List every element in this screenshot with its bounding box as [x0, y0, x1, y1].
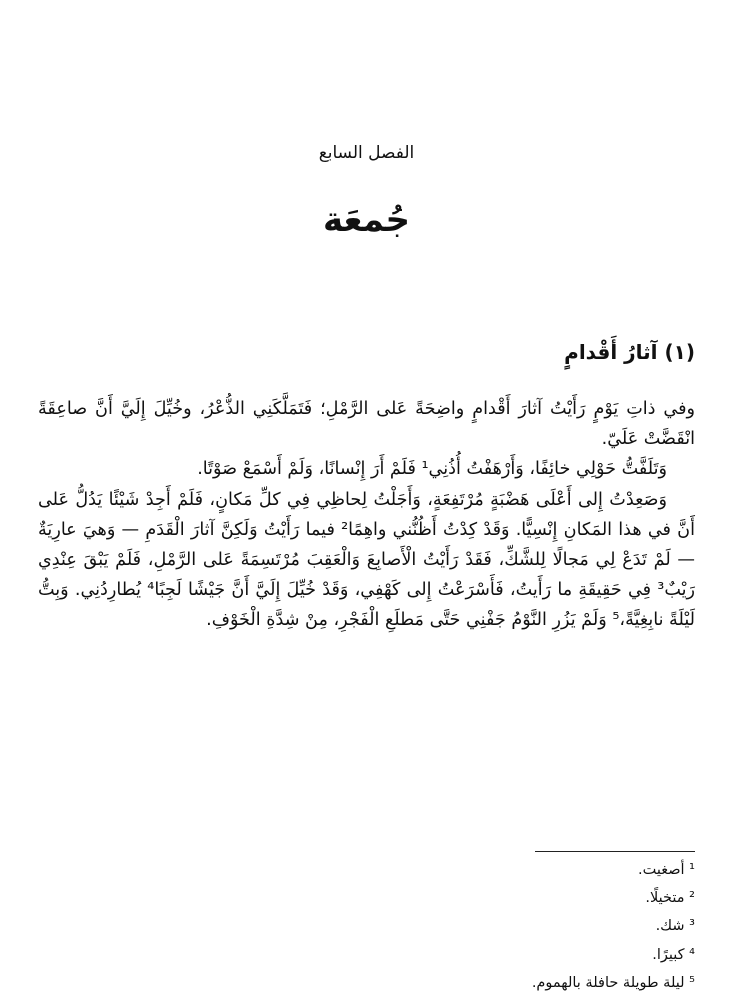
footnote: ³ شك.	[655, 918, 695, 935]
section-heading: (١) آثارُ أَقْدامٍ	[564, 340, 695, 364]
chapter-title: جُمعَة	[322, 200, 411, 240]
footnote: ¹ أصغيت.	[638, 862, 695, 878]
footnote-divider	[535, 851, 695, 852]
chapter-label: الفصل السابع	[318, 143, 415, 163]
paragraph: وَصَعِدْتُ إِلى أَعْلَى هَضْبَةٍ مُرْتَفِعَةٍ، وَأَجَلْتُ لِحاظِي فِي كلِّ مَكانٍ، فَلَمْ أَجِدْ شَيْئًا يَدُلُّ عَلى أَنَّ في هذا المَكانِ إِنْسِيًّا. وَقَدْ كِدْتُ أَظُنُّني واهِمًا² فيما رَأَيْتُ وَلَكِنَّ آثارَ الْقَدَمِ — وَهيَ عارِيَةٌ — لَمْ تَدَعْ لِي مَجالًا لِلشَّكِّ، فَقَدْ رَأَيْتُ الْأَصابِعَ وَالْعَقِبَ مُرْتَسِمَةً عَلى الرَّمْلِ، فَلَمْ يَبْقَ عِنْدِي رَيْبٌ³ فِي حَقِيقَةِ ما رَأَيتُ، فَأَسْرَعْتُ إِلى كَهْفِي، وَقَدْ خُيِّلَ إِلَيَّ أَنَّ جَيْشًا لَجِبًا⁴ يُطارِدُنِي. وَبِتُّ لَيْلَةً نابِغِيَّةً،⁵ وَلَمْ يَزُرِ النَّوْمُ جَفْنِي حَتَّى مَطلَعِ الْفَجْرِ، مِنْ شِدَّةِ الْخَوْفِ.	[38, 489, 695, 631]
paragraph: وفي ذاتِ يَوْمٍ رَأَيْتُ آثارَ أَقْدامٍ واضِحَةً عَلى الرَّمْلِ؛ فَتَمَلَّكَنِي الذُّعْرُ، وخُيِّلَ إِلَيَّ أَنَّ صاعِقَةً انْقَضَّتْ عَلَيّ.	[38, 399, 695, 450]
footnote: ² متخيلًا.	[645, 890, 695, 907]
footnote: ⁵ ليلة طويلة حافلة بالهموم.	[531, 974, 695, 991]
footnote: ⁴ كبيرًا.	[652, 946, 695, 963]
body-text	[38, 394, 695, 636]
paragraph: وَتَلَفَّتُّ حَوْلِي خائِفًا، وَأَرْهَفْتُ أُذُنِي¹ فَلَمْ أَرَ إِنْسانًا، وَلَمْ أَسْمَعْ صَوْتًا.	[197, 459, 667, 480]
footnotes	[38, 856, 695, 997]
